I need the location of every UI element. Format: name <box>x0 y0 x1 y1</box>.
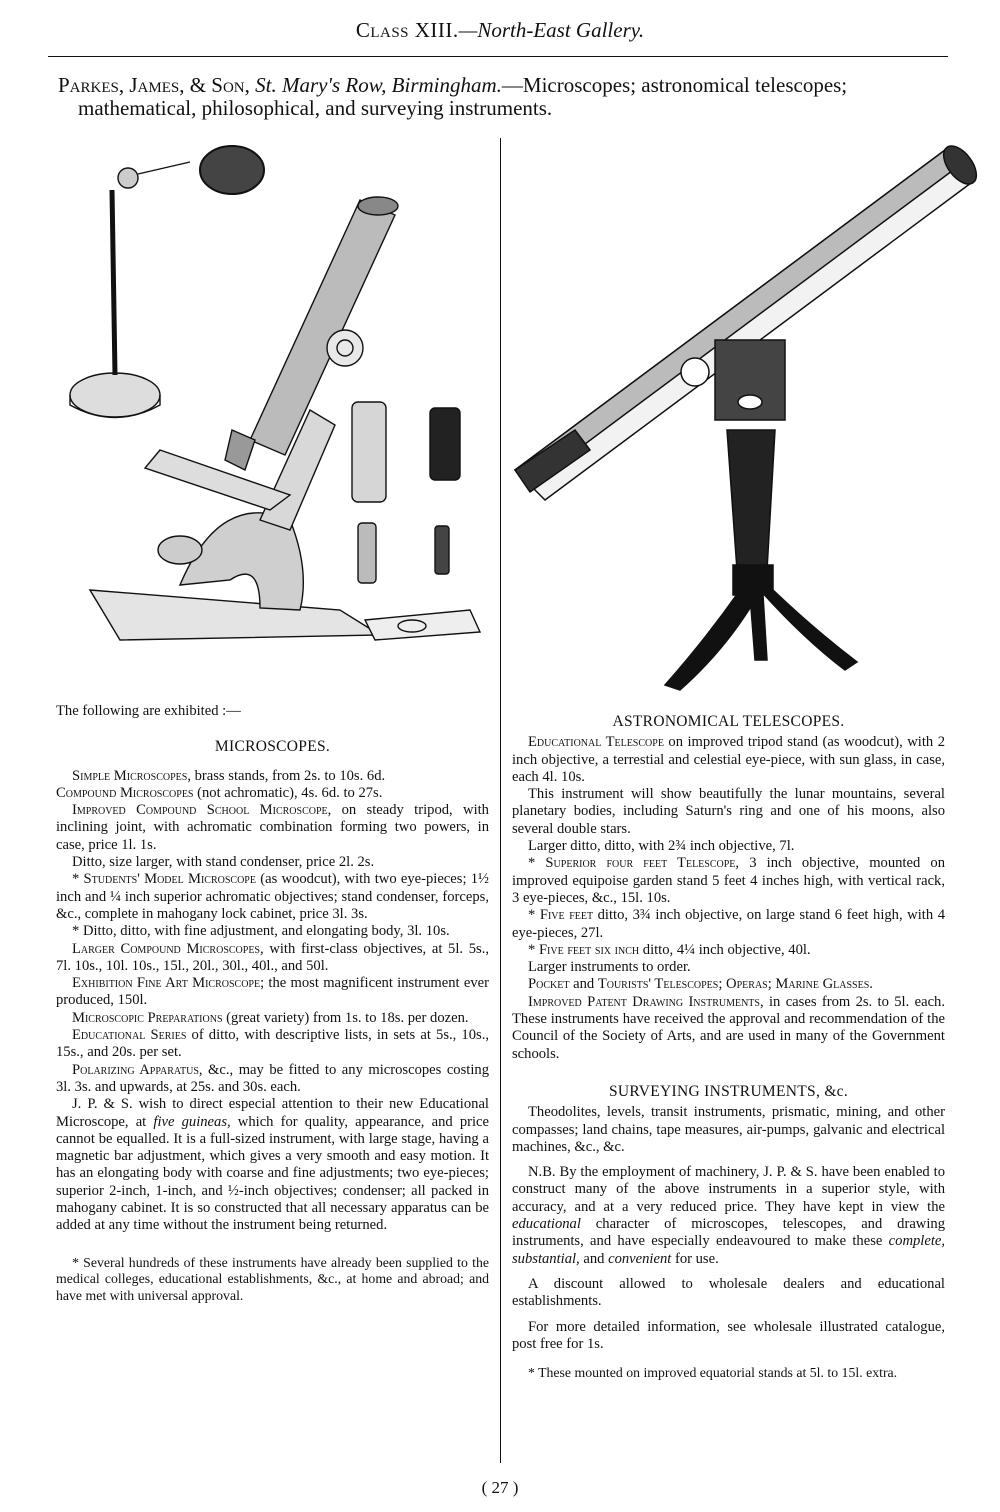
item-larger-instruments: Larger instruments to order. <box>528 959 691 976</box>
item-five-feet-six-telescope: * Five feet six inch ditto, 4¼ inch objective, 40l. <box>528 941 811 958</box>
right-footnote: * These mounted on improved equatorial stands at 5l. to 15l. extra. <box>528 1365 898 1381</box>
column-divider <box>500 138 501 1463</box>
firm-name: Parkes, James, & Son, <box>58 73 250 97</box>
item-microscopic-preparations: Microscopic Preparations (great variety) from 1s. to 18s. per dozen. <box>72 1009 469 1026</box>
item-ditto-larger: Ditto, size larger, with stand condenser, price 2l. 2s. <box>72 854 375 871</box>
left-column <box>56 703 489 1304</box>
header-rule <box>48 56 948 57</box>
item-five-feet-telescope: * Five feet ditto, 3¾ inch objective, on large stand 6 feet high, with 4 eye-pieces, 27l. <box>512 907 945 941</box>
item-students-model: * Students' Model Microscope (as woodcut), with two eye-pieces; 1½ inch and ¼ inch superior achromatic objectives; stand condenser, forceps, &c., complete in mahogany lock cabinet, price 3l. 3s. <box>56 871 489 922</box>
discount-notice: A discount allowed to wholesale dealers and educational establishments. <box>512 1275 945 1310</box>
item-simple-microscopes: Simple Microscopes, brass stands, from 2s. to 10s. 6d. <box>72 767 386 784</box>
firm-address: St. Mary's Row, Birmingham. <box>255 73 502 97</box>
surveying-heading: SURVEYING INSTRUMENTS, &c. <box>608 1082 849 1100</box>
item-educational-telescope: Educational Telescope on improved tripod stand (as woodcut), with 2 inch objective, a terrestial and celestial eye-piece, with sun glass, in case, each 4l. 10s. <box>512 734 945 785</box>
left-footnote: * Several hundreds of these instruments have already been supplied to the medical colleges, educational establishments, &c., at home and abroad; and have met with universal approval. <box>56 1254 489 1303</box>
firm-description: —Microscopes; astronomical telescopes; mathematical, philosophical, and surveying instruments. <box>78 73 848 120</box>
item-improved-school-microscope: Improved Compound School Microscope, on steady tripod, with inclining joint, with achromatic combination forming two powers, in case, price 1l. 1s. <box>56 802 489 853</box>
item-pocket-telescopes: Pocket and Tourists' Telescopes; Operas; Marine Glasses. <box>528 976 873 993</box>
item-educational-series: Educational Series of ditto, with descriptive lists, in sets at 5s., 10s., 15s., and 20s. per set. <box>56 1027 489 1061</box>
telescope-illustration <box>505 140 985 700</box>
exhibited-line: The following are exhibited :— <box>56 703 241 719</box>
exhibitor-intro <box>58 74 948 120</box>
microscopes-heading: MICROSCOPES. <box>214 738 331 756</box>
right-column <box>512 713 945 1382</box>
catalogue-notice: For more detailed information, see wholesale illustrated catalogue, post free for 1s. <box>512 1318 945 1352</box>
item-larger-telescope: Larger ditto, ditto, with 2¾ inch objective, 7l. <box>528 838 795 855</box>
item-compound-microscopes: Compound Microscopes (not achromatic), 4s. 6d. to 27s. <box>56 784 383 801</box>
item-polarizing-apparatus: Polarizing Apparatus, &c., may be fitted to any microscopes costing 3l. 3s. and upwards, at 25s. and 30s. each. <box>56 1061 489 1095</box>
item-ditto-fine-adjustment: * Ditto, ditto, with fine adjustment, and elongating body, 3l. 10s. <box>72 923 450 940</box>
item-larger-compound: Larger Compound Microscopes, with first-class objectives, at 5l. 5s., 7l. 10s., 10l. 10s., 15l., 20l., 30l., 40l., and 50l. <box>56 940 489 974</box>
educational-microscope-notice: J. P. & S. wish to direct especial attention to their new Educational Microscope, at five guineas, which for quality, appearance, and price cannot be equalled. It is a full-sized instrument, with large stage, having a magnetic bar adjustment, which gives a very smooth and easy motion. It has an elongating body with coarse and fine adjustments; two eye-pieces; superior 2-inch, 1-inch, and ½-inch objectives; condenser; all packed in mahogany cabinet. It is so constructed that all necessary apparatus can be added at any time without the instrument being returned. <box>56 1096 489 1234</box>
gallery-label: —North-East Gallery. <box>458 18 645 42</box>
page-number: ( 27 ) <box>481 1478 519 1497</box>
item-four-feet-telescope: * Superior four feet Telescope, 3 inch objective, mounted on improved equipoise garden stand 5 feet 4 inches high, with vertical rack, 3 eye-pieces, &c., 15l. 10s. <box>512 855 945 906</box>
running-header <box>0 18 1000 43</box>
class-label: Class XIII. <box>355 18 459 42</box>
nb-notice: N.B. By the employment of machinery, J. P. & S. have been enabled to construct many of the above instruments in a superior style, with accuracy, and at a very reduced price. They have kept in view the educational character of microscopes, telescopes, and drawing instruments, and have especially endeavoured to make these complete, substantial, and convenient for use. <box>512 1164 945 1267</box>
telescopes-heading: ASTRONOMICAL TELESCOPES. <box>612 713 845 730</box>
microscope-illustration <box>60 140 490 660</box>
item-exhibition-fine-art: Exhibition Fine Art Microscope; the most magnificent instrument ever produced, 150l. <box>56 975 489 1009</box>
item-drawing-instruments: Improved Patent Drawing Instruments, in cases from 2s. to 5l. each. These instruments have received the approval and recommendation of the Council of the Society of Arts, and are used in many of the Government schools. <box>512 993 945 1062</box>
telescope-description: This instrument will show beautifully the lunar mountains, several planetary bodies, including Saturn's ring and one of his moons, also several double stars. <box>512 786 945 837</box>
surveying-list: Theodolites, levels, transit instruments, prismatic, mining, and other compasses; land chains, tape measures, air-pumps, galvanic and electrical machines, &c., &c. <box>512 1104 945 1155</box>
